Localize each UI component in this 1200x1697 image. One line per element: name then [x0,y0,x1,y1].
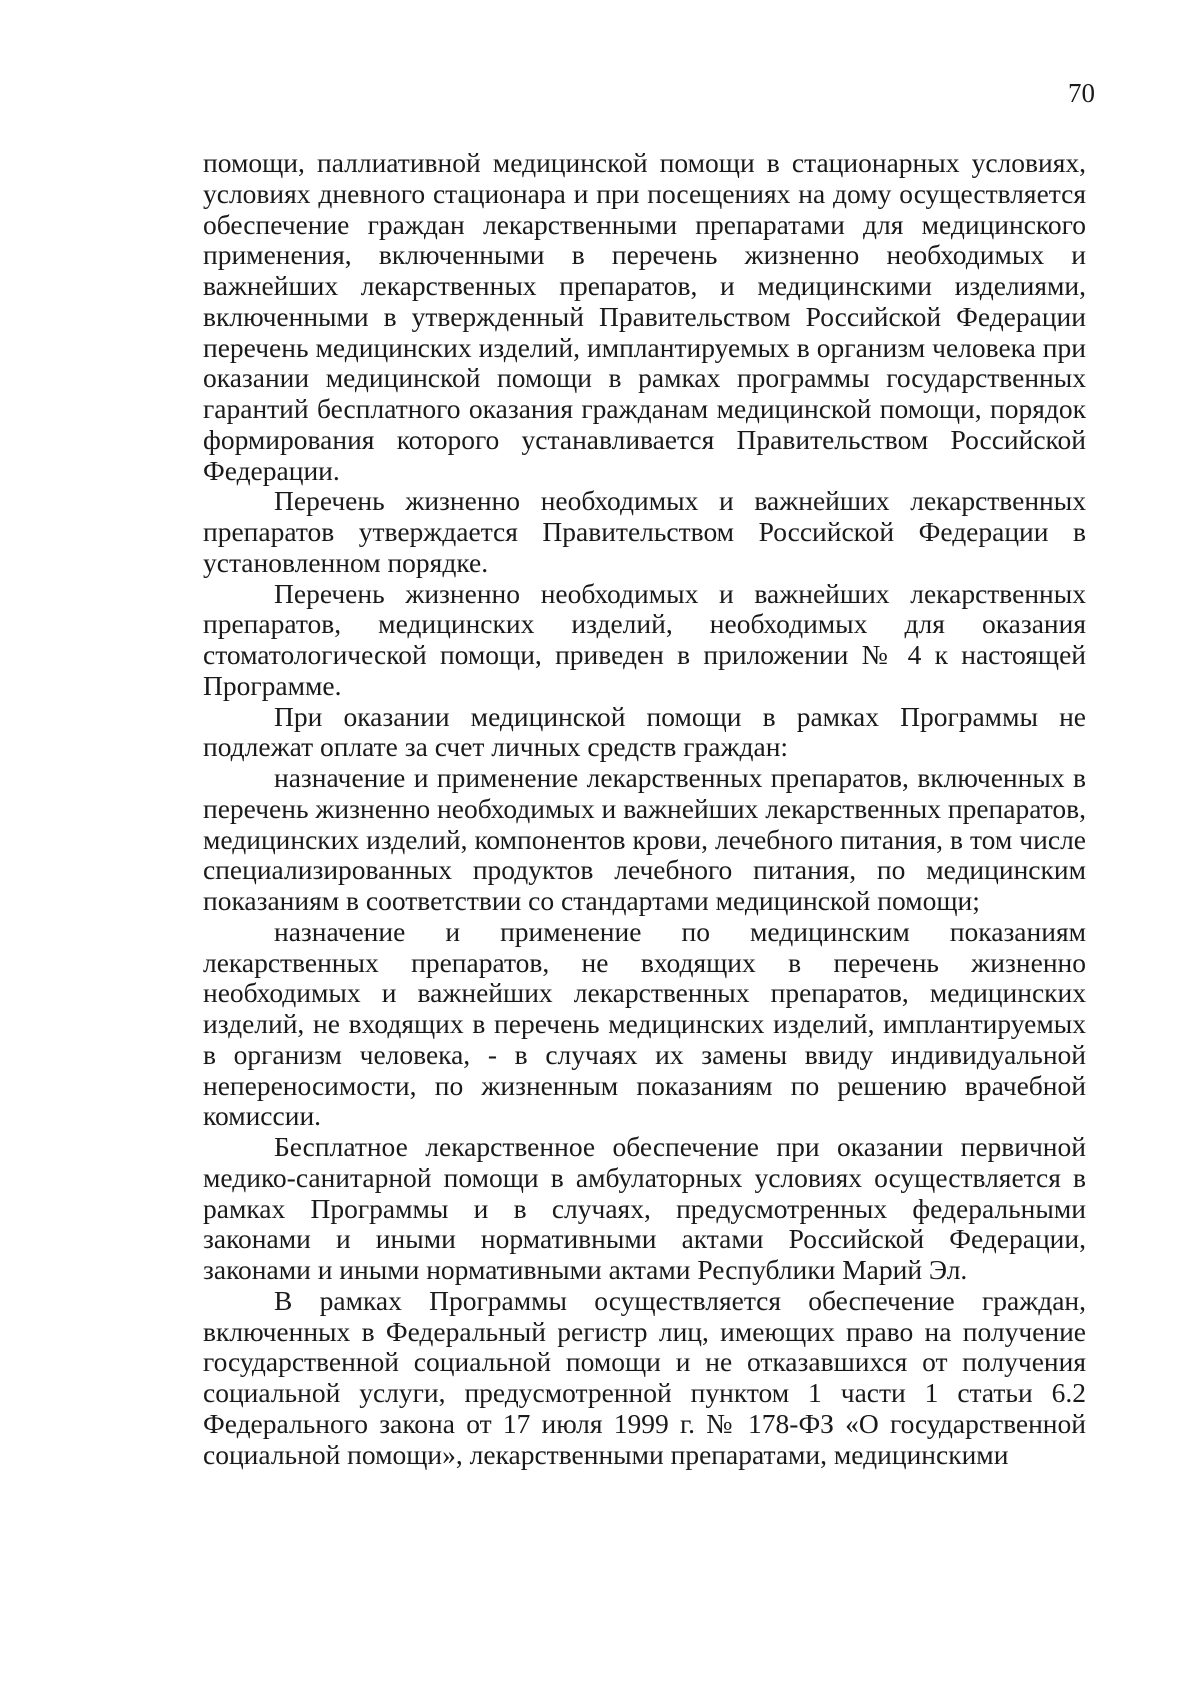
paragraph-dental-drug-list: Перечень жизненно необходимых и важнейших лекарственных препаратов, медицинских изделий, необходимых для оказания стоматологической помощи, приведен в приложении № 4 к настоящей Программе. [203,577,1086,701]
paragraph-list-item-intolerance: назначение и применение по медицинским показаниям лекарственных препаратов, не входящих в перечень жизненно необходимых и важнейших лекарственных препаратов, медицинских изделий, не входящих в перечень медицинских изделий, имплантируемых в организм человека, - в случаях их замены ввиду индивидуальной непереносимости, по жизненным показаниям по решению врачебной комиссии. [203,915,1086,1132]
paragraph-free-drug-provision: Бесплатное лекарственное обеспечение при оказании первичной медико-санитарной помощи в амбулаторных условиях осуществляется в рамках Программы и в случаях, предусмотренных федеральными законами и иными нормативными актами Российской Федерации, законами и иными нормативными актами Республики Марий Эл. [203,1131,1086,1285]
page-number: 70 [1068,78,1095,108]
document-body [203,148,1086,1470]
paragraph-continuation: помощи, паллиативной медицинской помощи в стационарных условиях, условиях дневного стационара и при посещениях на дому осуществляется обеспечение граждан лекарственными препаратами для медицинского применения, включенными в перечень жизненно необходимых и важнейших лекарственных препаратов, и медицинскими изделиями, включенными в утвержденный Правительством Российской Федерации перечень медицинских изделий, имплантируемых в организм человека при оказании медицинской помощи в рамках программы государственных гарантий бесплатного оказания гражданам медицинской помощи, порядок формирования которого устанавливается Правительством Российской Федерации. [203,147,1086,486]
paragraph-federal-register: В рамках Программы осуществляется обеспечение граждан, включенных в Федеральный регистр лиц, имеющих право на получение государственной социальной помощи и не отказавшихся от получения социальной услуги, предусмотренной пунктом 1 части 1 статьи 6.2 Федерального закона от 17 июля 1999 г. № 178-ФЗ «О государственной социальной помощи», лекарственными препаратами, медицинскими [203,1284,1086,1470]
paragraph-drug-list-approval: Перечень жизненно необходимых и важнейших лекарственных препаратов утверждается Правительством Российской Федерации в установленном порядке. [203,485,1086,578]
paragraph-not-payable-intro: При оказании медицинской помощи в рамках Программы не подлежат оплате за счет личных средств граждан: [203,700,1086,763]
paragraph-list-item-standards: назначение и применение лекарственных препаратов, включенных в перечень жизненно необходимых и важнейших лекарственных препаратов, медицинских изделий, компонентов крови, лечебного питания, в том числе специализированных продуктов лечебного питания, по медицинским показаниям в соответствии со стандартами медицинской помощи; [203,762,1086,916]
